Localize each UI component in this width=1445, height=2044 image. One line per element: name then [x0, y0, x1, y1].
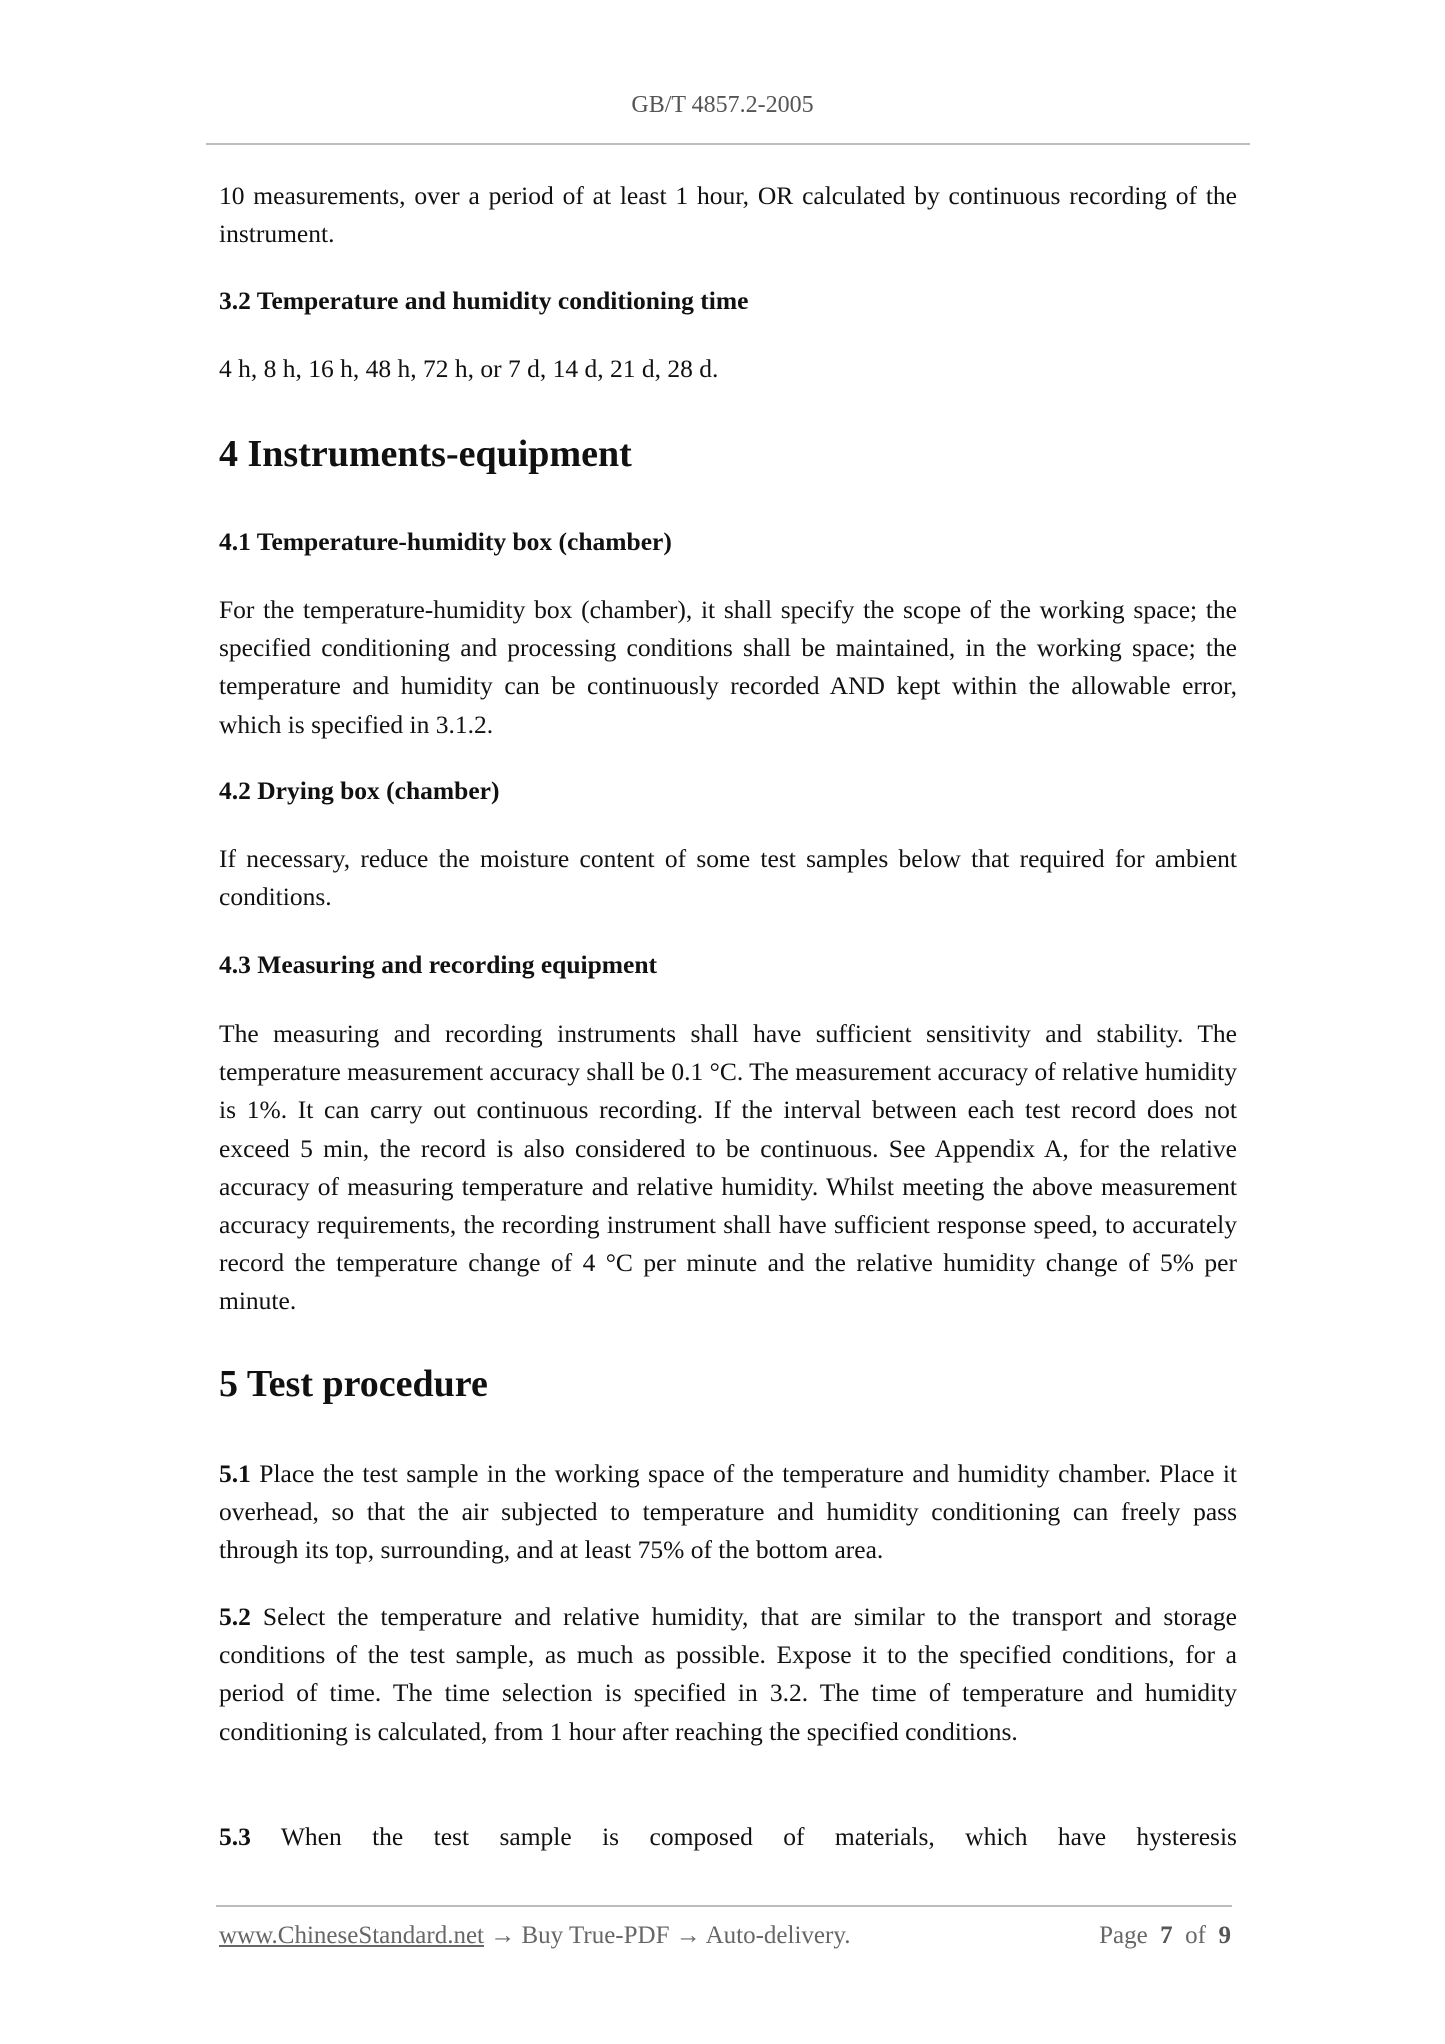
page-label: Page: [1099, 1922, 1148, 1949]
section-5-1-text: Place the test sample in the working space of the temperature and humidity chamber. Place it overhead, so that the air subjected to temperature and humidity conditioning can freely pass through its top, surrounding, and at least 75% of the bottom area.: [219, 1459, 1237, 1565]
section-5-1-number: 5.1: [219, 1459, 251, 1488]
footer: [219, 1922, 1231, 1950]
section-5-3-text: When the test sample is composed of materials, which have hysteresis: [250, 1822, 1237, 1851]
section-4-heading: 4 Instruments-equipment: [219, 433, 632, 475]
page-current: 7: [1160, 1922, 1173, 1949]
section-5-2-number: 5.2: [219, 1602, 251, 1631]
section-4-2-heading: 4.2 Drying box (chamber): [219, 776, 500, 805]
section-5-heading: 5 Test procedure: [219, 1363, 488, 1405]
page-indicator: [1099, 1922, 1231, 1950]
section-5-2-text: Select the temperature and relative humidity, that are similar to the transport and storage conditions of the test sample, as much as possible. Expose it to the specified conditions, for a period of time. The time selection is specified in 3.2. The time of temperature and humidity conditioning is calculated, from 1 hour after reaching the specified conditions.: [219, 1602, 1237, 1746]
section-5-1-paragraph: [219, 1455, 1237, 1570]
section-5-3-paragraph: [219, 1818, 1237, 1856]
page-total: 9: [1218, 1922, 1231, 1949]
footer-divider: [216, 1905, 1232, 1907]
header-divider: [206, 143, 1250, 145]
section-3-2-heading: 3.2 Temperature and humidity conditioning time: [219, 286, 749, 315]
intro-paragraph: 10 measurements, over a period of at least 1 hour, OR calculated by continuous recording of the instrument.: [219, 181, 1237, 249]
section-4-1-heading: 4.1 Temperature-humidity box (chamber): [219, 527, 672, 556]
section-5-2-paragraph: [219, 1598, 1237, 1751]
section-4-3-heading: 4.3 Measuring and recording equipment: [219, 950, 658, 979]
page-of: of: [1185, 1922, 1206, 1949]
footer-text: → Buy True-PDF → Auto-delivery.: [484, 1922, 851, 1949]
section-4-1-text: For the temperature-humidity box (chamber), it shall specify the scope of the working space; the specified conditioning and processing conditions shall be maintained, in the working space; the temperature and humidity can be continuously recorded AND kept within the allowable error, which is specified in 3.1.2.: [219, 595, 1237, 739]
document-header: GB/T 4857.2-2005: [631, 92, 814, 118]
footer-website-link[interactable]: www.ChineseStandard.net: [219, 1922, 484, 1949]
section-5-3-number: 5.3: [219, 1822, 251, 1851]
section-3-2-text: 4 h, 8 h, 16 h, 48 h, 72 h, or 7 d, 14 d, 21 d, 28 d.: [219, 354, 719, 383]
section-4-2-text: If necessary, reduce the moisture content of some test samples below that required for ambient conditions.: [219, 844, 1237, 912]
section-4-3-text: The measuring and recording instruments shall have sufficient sensitivity and stability. The temperature measurement accuracy shall be 0.1 °C. The measurement accuracy of relative humidity is 1%. It can carry out continuous recording. If the interval between each test record does not exceed 5 min, the record is also considered to be continuous. See Appendix A, for the relative accuracy of measuring temperature and relative humidity. Whilst meeting the above measurement accuracy requirements, the recording instrument shall have sufficient response speed, to accurately record the temperature change of 4 °C per minute and the relative humidity change of 5% per minute.: [219, 1019, 1237, 1316]
